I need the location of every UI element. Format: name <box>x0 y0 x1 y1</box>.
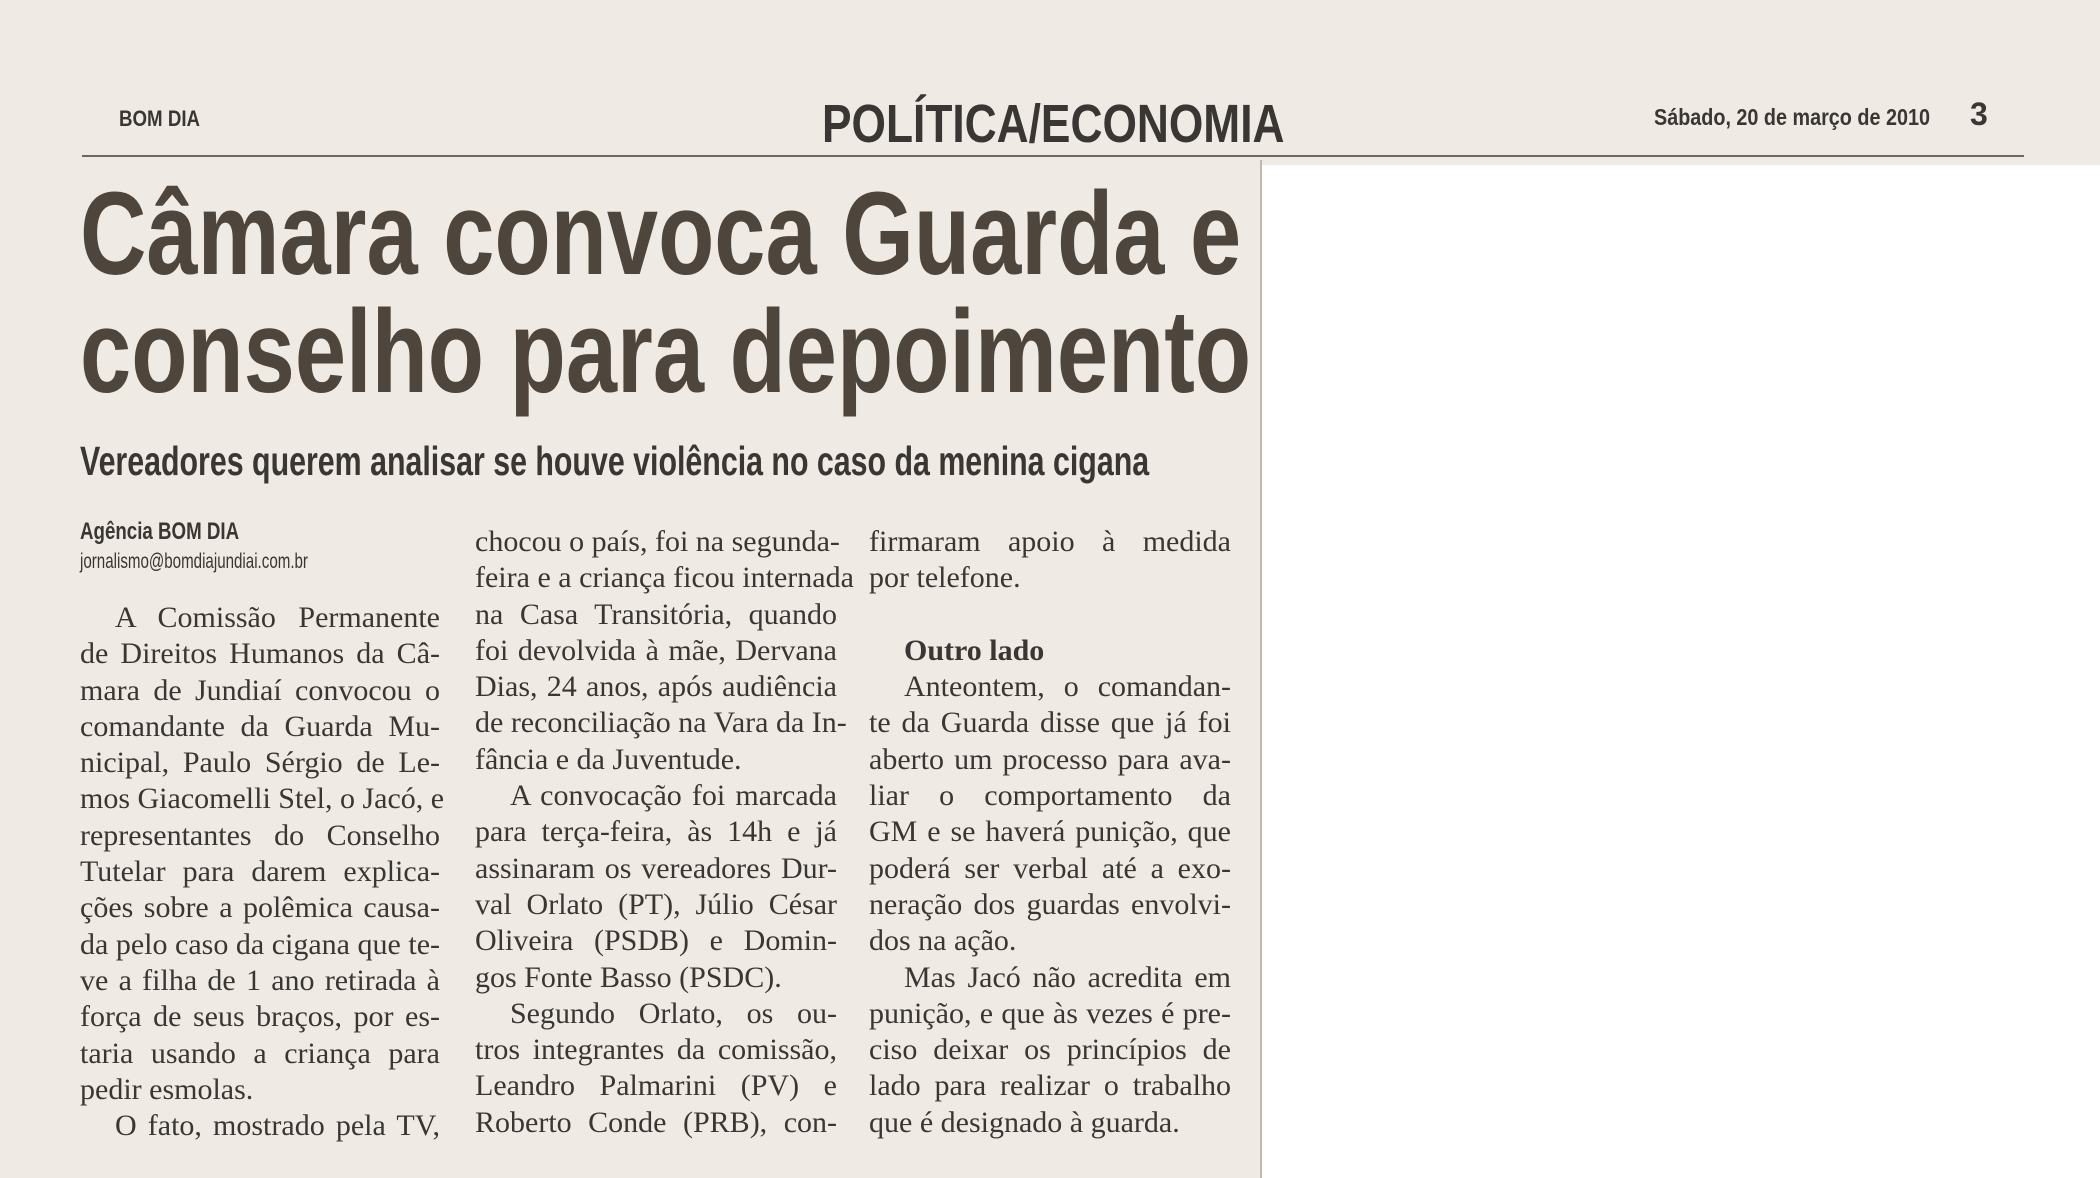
article-line: Roberto Conde (PRB), con- <box>475 1105 837 1139</box>
article-line: nicipal, Paulo Sérgio de Le- <box>80 746 440 780</box>
article-line: te da Guarda disse que já foi <box>869 706 1231 740</box>
article-line: dos na ação. <box>869 924 1017 958</box>
section-subheading: Outro lado <box>904 633 1045 667</box>
article-line: ções sobre a polêmica causa- <box>80 891 440 925</box>
article-line: por telefone. <box>869 561 1021 595</box>
article-line: assinaram os vereadores Dur- <box>475 851 837 885</box>
article-column-1 <box>80 600 445 1144</box>
article-line: firmaram apoio à medida <box>869 525 1231 558</box>
article-line: punição, e que às vezes é pre- <box>869 996 1231 1030</box>
article-line: comandante da Guarda Mu- <box>80 709 440 743</box>
article-line: poderá ser verbal até a exo- <box>869 851 1231 885</box>
article-line: aberto um processo para ava- <box>869 742 1231 776</box>
article-line: para terça-feira, às 14h e já <box>475 815 837 849</box>
headline-line: conselho para depoimento <box>80 286 1252 418</box>
article-line: Segundo Orlato, os ou- <box>510 996 837 1030</box>
header-divider <box>82 155 2024 157</box>
headline <box>80 168 1297 418</box>
article-line: Tutelar para darem explica- <box>80 855 440 889</box>
article-line: tros integrantes da comissão, <box>475 1033 837 1067</box>
article-line: gos Fonte Basso (PSDC). <box>475 960 782 994</box>
section-title: POLÍTICA/ECONOMIA <box>822 94 1285 154</box>
article-line: GM e se haverá punição, que <box>869 815 1231 849</box>
article-line: taria usando a criança para <box>80 1036 440 1070</box>
article-line: feira e a criança ficou internada <box>475 561 854 595</box>
article-line: val Orlato (PT), Júlio César <box>475 887 837 921</box>
newspaper-name: BOM DIA <box>119 106 201 131</box>
article-line: lado para realizar o trabalho <box>869 1069 1231 1103</box>
article-line: Leandro Palmarini (PV) e <box>475 1069 837 1103</box>
byline-agency: Agência BOM DIA <box>80 518 240 545</box>
article-line: fância e da Juventude. <box>475 742 742 776</box>
article-line: chocou o país, foi na segunda- <box>475 525 840 558</box>
article-line: liar o comportamento da <box>869 779 1231 813</box>
article-line: de Direitos Humanos da Câ- <box>80 637 440 671</box>
article-line: representantes do Conselho <box>80 818 440 852</box>
article-line: A convocação foi marcada <box>510 779 837 813</box>
article-line: da pelo caso da cigana que te- <box>80 927 440 961</box>
article-line: mara de Jundiaí convocou o <box>80 673 440 707</box>
article-line: ciso deixar os princípios de <box>869 1033 1231 1067</box>
byline-email: jornalismo@bomdiajundiai.com.br <box>80 550 308 573</box>
article-column-3 <box>869 524 1231 1141</box>
issue-date: Sábado, 20 de março de 2010 <box>1654 104 1930 130</box>
article-line: que é designado à guarda. <box>869 1105 1180 1139</box>
article-line: Mas Jacó não acredita em <box>904 960 1231 994</box>
article-column-2 <box>475 524 854 1141</box>
article-line: A Comissão Permanente <box>115 601 440 634</box>
article-line: pedir esmolas. <box>80 1072 254 1106</box>
article-line: Oliveira (PSDB) e Domin- <box>475 924 837 958</box>
article-line: Dias, 24 anos, após audiência <box>475 670 837 704</box>
article-line: Anteontem, o comandan- <box>904 670 1231 704</box>
subheadline: Vereadores querem analisar se houve violência no caso da menina cigana <box>80 438 1150 484</box>
article-line: mos Giacomelli Stel, o Jacó, e <box>80 782 445 816</box>
article-line: força de seus braços, por es- <box>80 1000 440 1034</box>
article-line: O fato, mostrado pela TV, <box>115 1109 440 1143</box>
article-line: neração dos guardas envolvi- <box>869 887 1231 921</box>
article-line: ve a filha de 1 ano retirada à <box>80 963 440 997</box>
article-line: na Casa Transitória, quando <box>475 597 837 631</box>
article-line: foi devolvida à mãe, Dervana <box>475 633 837 667</box>
page-number: 3 <box>1970 96 1988 132</box>
blank-cutout-area <box>1262 165 2100 1178</box>
paragraph-gap <box>869 597 1231 633</box>
article-line: de reconciliação na Vara da In- <box>475 706 847 740</box>
headline-line: Câmara convoca Guarda e <box>80 168 1242 300</box>
